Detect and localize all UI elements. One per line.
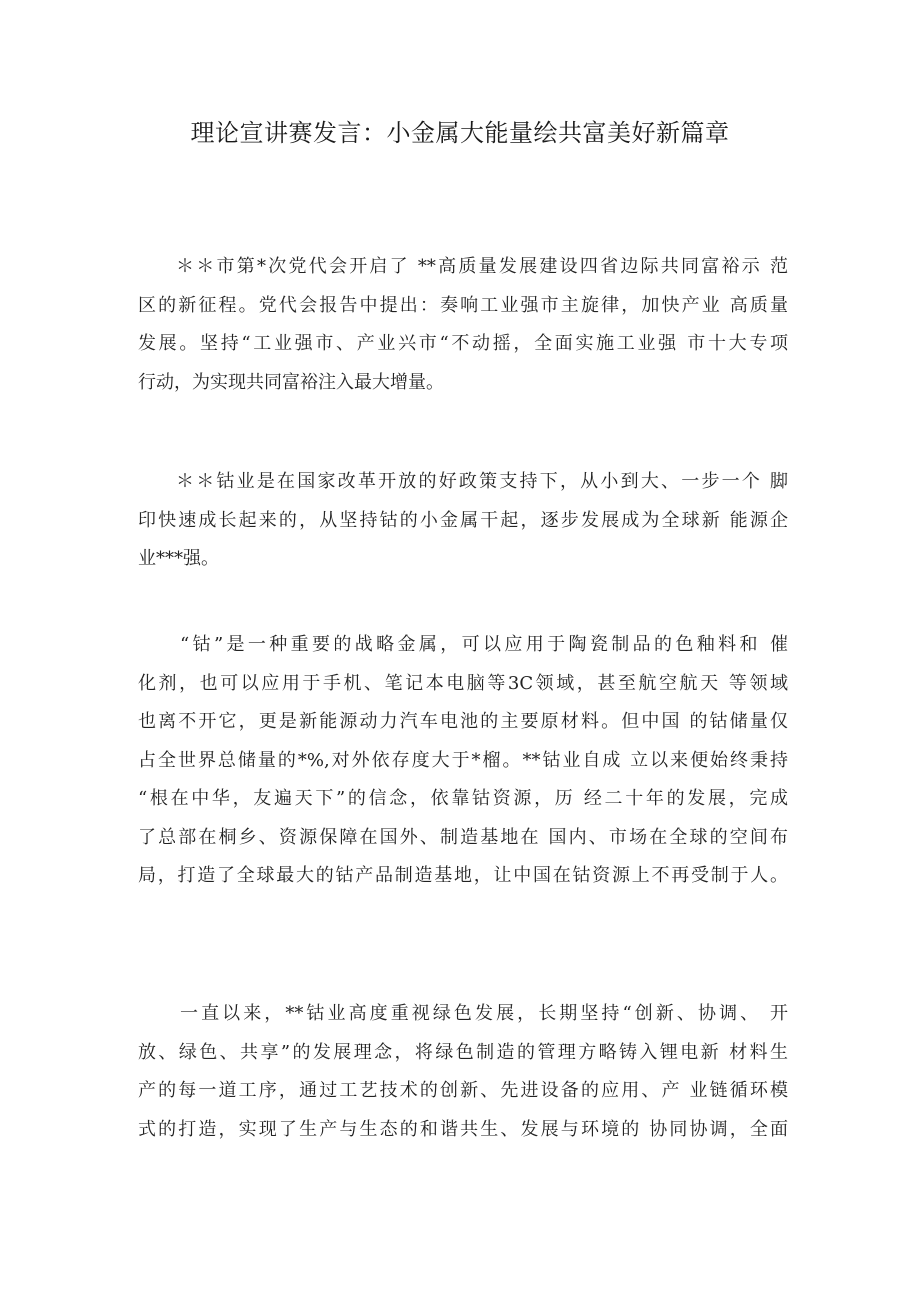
paragraph-line: 区的新征程。党代会报告中提出：奏响工业强市主旋律，加快产业 高质量 bbox=[138, 294, 788, 316]
paragraph-line: 也离不开它，更是新能源动力汽车电池的主要原材料。但中国 的钴储量仅 bbox=[138, 711, 788, 732]
paragraph-2 bbox=[138, 463, 788, 579]
paragraph-line: “钴”是一种重要的战略金属，可以应用于陶瓷制品的色釉料和 催 bbox=[180, 634, 788, 655]
paragraph-line: 行动，为实现共同富裕注入最大增量。 bbox=[138, 371, 444, 393]
paragraph-line: 占全世界总储量的*%,对外依存度大于*榴。**钴业自成 立以来便始终秉持 bbox=[138, 749, 788, 771]
paragraph-line: 印快速成长起来的，从坚持钴的小金属干起，逐步发展成为全球新 能源企 bbox=[138, 509, 788, 531]
paragraph-line: ＊＊钴业是在国家改革开放的好政策支持下，从小到大、一步一个 脚 bbox=[176, 471, 788, 492]
paragraph-line: “根在中华，友遍天下”的信念，依靠钴资源，历 经二十年的发展，完成 bbox=[138, 788, 788, 809]
paragraph-4 bbox=[138, 995, 788, 1149]
paragraph-3 bbox=[138, 626, 788, 896]
paragraph-line: 化剂，也可以应用于手机、笔记本电脑等3C领域，甚至航空航天 等领域 bbox=[138, 672, 788, 694]
document-title: 理论宣讲赛发言：小金属大能量绘共富美好新篇章 bbox=[190, 119, 730, 147]
paragraph-line: 放、绿色、共享”的发展理念，将绿色制造的管理方略铸入锂电新 材料生 bbox=[138, 1041, 788, 1063]
paragraph-line: 一直以来，**钴业高度重视绿色发展，长期坚持“创新、协调、 开 bbox=[180, 1003, 788, 1024]
paragraph-line: 产的每一道工序，通过工艺技术的创新、先进设备的应用、产 业链循环模 bbox=[138, 1080, 788, 1101]
paragraph-line: 了总部在桐乡、资源保障在国外、制造基地在 国内、市场在全球的空间布 bbox=[138, 826, 788, 848]
paragraph-1 bbox=[138, 248, 788, 402]
paragraph-line: ＊＊市第*次党代会开启了 **高质量发展建设四省边际共同富裕示 范 bbox=[176, 256, 788, 277]
paragraph-line: 式的打造，实现了生产与生态的和谐共生、发展与环境的 协同协调，全面 bbox=[138, 1118, 788, 1140]
paragraph-line: 局，打造了全球最大的钴产品制造基地，让中国在钴资源上不再受制于人。 bbox=[138, 865, 788, 886]
paragraph-line: 发展。坚持“工业强市、产业兴市“不动摇，全面实施工业强 市十大专项 bbox=[138, 333, 788, 354]
paragraph-line: 业***强。 bbox=[138, 548, 219, 569]
